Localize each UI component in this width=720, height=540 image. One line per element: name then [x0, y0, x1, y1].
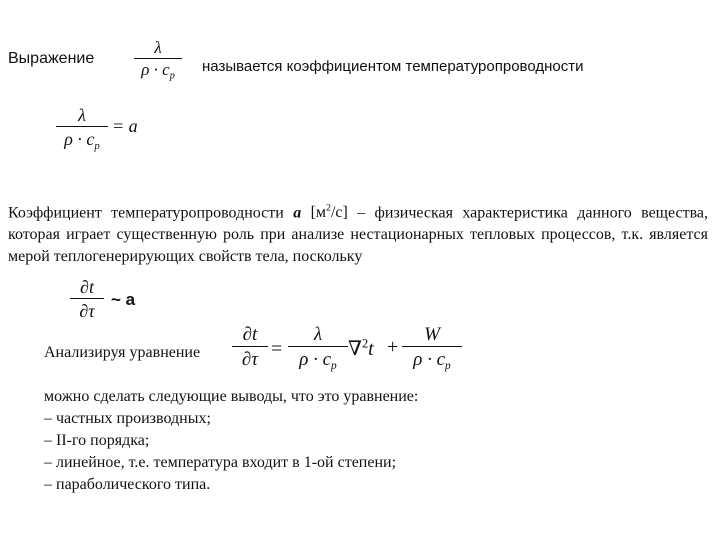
fraction-numerator: W: [424, 324, 440, 345]
fraction-term1: [288, 324, 348, 379]
plus-sign: +: [387, 336, 399, 358]
fraction-denominator: $\rho \cdot c_p$: [64, 129, 100, 152]
proportional-relation: ~ a: [111, 290, 136, 309]
conclusion-item: – параболического типа.: [44, 476, 211, 493]
symbol-a: a: [293, 204, 302, 222]
equals-a: = a: [112, 116, 138, 136]
fraction-lambda-over-rho-cp-2: [56, 104, 108, 158]
fraction-denominator: $\rho \cdot c_p$: [413, 349, 451, 372]
fraction-denominator: $\rho \cdot c_p$: [141, 60, 175, 82]
definition-paragraph: [8, 198, 708, 268]
fraction-dt-dtau: [70, 276, 104, 323]
fraction-denominator: ∂τ: [241, 349, 259, 370]
equation-lead: Анализируя уравнение: [44, 344, 201, 361]
fraction-numerator: λ: [313, 324, 323, 345]
paragraph-part2: – физическая характеристика данного вещества, которая играет существенную роль при анализе нестационарных тепловых процессов, т.к. является мерой теплогенерирующих свойств тела, поскольку: [8, 204, 709, 266]
intro-suffix: называется коэффициентом температуропроводности: [202, 58, 584, 75]
conclusion-item: – частных производных;: [44, 410, 211, 427]
fraction-numerator: λ: [78, 105, 86, 125]
paragraph-part1: Коэффициент температуропроводности: [8, 204, 284, 222]
conclusion-item: – линейное, т.е. температура входит в 1-ой степени;: [44, 454, 397, 471]
conclusions-lead: можно сделать следующие выводы, что это уравнение:: [44, 388, 419, 405]
fraction-denominator: ∂τ: [79, 301, 95, 321]
intro-label: Выражение: [8, 50, 95, 67]
nabla-symbol: ∇: [348, 338, 362, 360]
fraction-numerator: ∂t: [80, 277, 94, 297]
equals-sign: =: [271, 338, 283, 360]
units: $[м^2/с]$: [310, 203, 348, 222]
fraction-lambda-over-rho-cp: [134, 38, 182, 88]
laplacian-t: ∇$^2$t: [348, 336, 374, 360]
fraction-lhs-dt-dtau: [232, 324, 268, 373]
fraction-denominator: $\rho \cdot c_p$: [299, 349, 337, 372]
fraction-numerator: ∂t: [242, 324, 258, 345]
fraction-numerator: λ: [154, 38, 162, 57]
fraction-term2: [402, 324, 462, 379]
conclusion-item: – II-го порядка;: [44, 432, 150, 449]
